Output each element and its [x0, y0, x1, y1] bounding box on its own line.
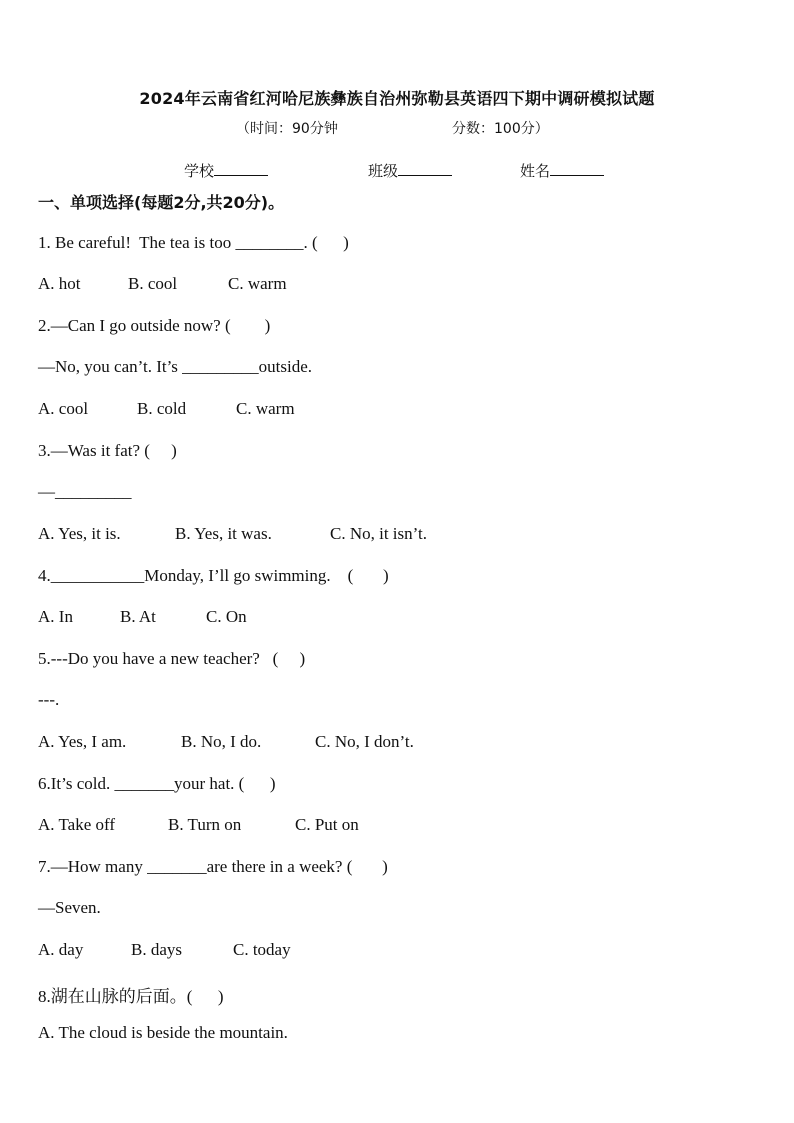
exam-title: 2024年云南省红河哈尼族彝族自治州弥勒县英语四下期中调研模拟试题 [139, 89, 655, 108]
class-label: 班级 [368, 162, 399, 180]
question-6-options [38, 815, 359, 835]
question-8-stem: 8.湖在山脉的后面。( ) [38, 987, 224, 1006]
option-a: A. Take off [38, 815, 116, 834]
school-label: 学校 [184, 162, 215, 180]
option-b: B. No, I do. [181, 732, 262, 751]
question-7-options [38, 940, 291, 960]
option-a: A. day [38, 940, 84, 959]
option-b: B. cool [128, 274, 178, 293]
option-c: C. today [233, 940, 291, 959]
option-c: C. warm [228, 274, 287, 293]
option-a: A. cool [38, 399, 89, 418]
name-blank [550, 161, 604, 176]
section-heading: 一、单项选择(每题2分,共20分)。 [38, 193, 285, 212]
option-c: C. No, I don’t. [315, 732, 414, 751]
school-field [184, 160, 268, 181]
class-field [368, 160, 452, 181]
question-5-stem: 5.---Do you have a new teacher? ( ) [38, 649, 306, 668]
question-2-response: —No, you can’t. It’s _________outside. [38, 357, 313, 376]
option-b: B. cold [137, 399, 187, 418]
question-7-stem: 7.—How many _______are there in a week? ( ) [38, 857, 388, 876]
name-field [520, 160, 604, 181]
question-4-stem: 4.___________Monday, I’ll go swimming. ( ) [38, 566, 389, 585]
question-3-stem: 3.—Was it fat? ( ) [38, 441, 177, 460]
option-c: C. On [206, 607, 247, 626]
question-2-stem: 2.—Can I go outside now? ( ) [38, 316, 271, 335]
option-a: A. The cloud is beside the mountain. [38, 1023, 288, 1042]
option-a: A. In [38, 607, 73, 626]
option-b: B. Turn on [168, 815, 242, 834]
question-3-options [38, 524, 427, 544]
question-5-options [38, 732, 414, 752]
option-a: A. Yes, it is. [38, 524, 121, 543]
question-8-options [38, 1023, 288, 1043]
name-label: 姓名 [520, 162, 551, 180]
question-3-response: —_________ [38, 482, 132, 501]
option-c: C. No, it isn’t. [330, 524, 427, 543]
exam-score: 分数：100分） [452, 121, 549, 137]
option-b: B. days [131, 940, 182, 959]
option-c: C. warm [236, 399, 295, 418]
question-2-options [38, 399, 295, 419]
option-a: A. Yes, I am. [38, 732, 127, 751]
question-1-options [38, 274, 287, 294]
question-5-response: ---. [38, 690, 60, 709]
option-b: B. Yes, it was. [175, 524, 272, 543]
option-c: C. Put on [295, 815, 359, 834]
school-blank [214, 161, 268, 176]
question-7-response: —Seven. [38, 898, 101, 917]
option-a: A. hot [38, 274, 81, 293]
exam-time: （时间：90分钟 [236, 121, 338, 137]
option-b: B. At [120, 607, 156, 626]
question-4-options [38, 607, 247, 627]
question-1-stem: 1. Be careful! The tea is too ________. ( ) [38, 233, 349, 252]
class-blank [398, 161, 452, 176]
question-6-stem: 6.It’s cold. _______your hat. ( ) [38, 774, 276, 793]
